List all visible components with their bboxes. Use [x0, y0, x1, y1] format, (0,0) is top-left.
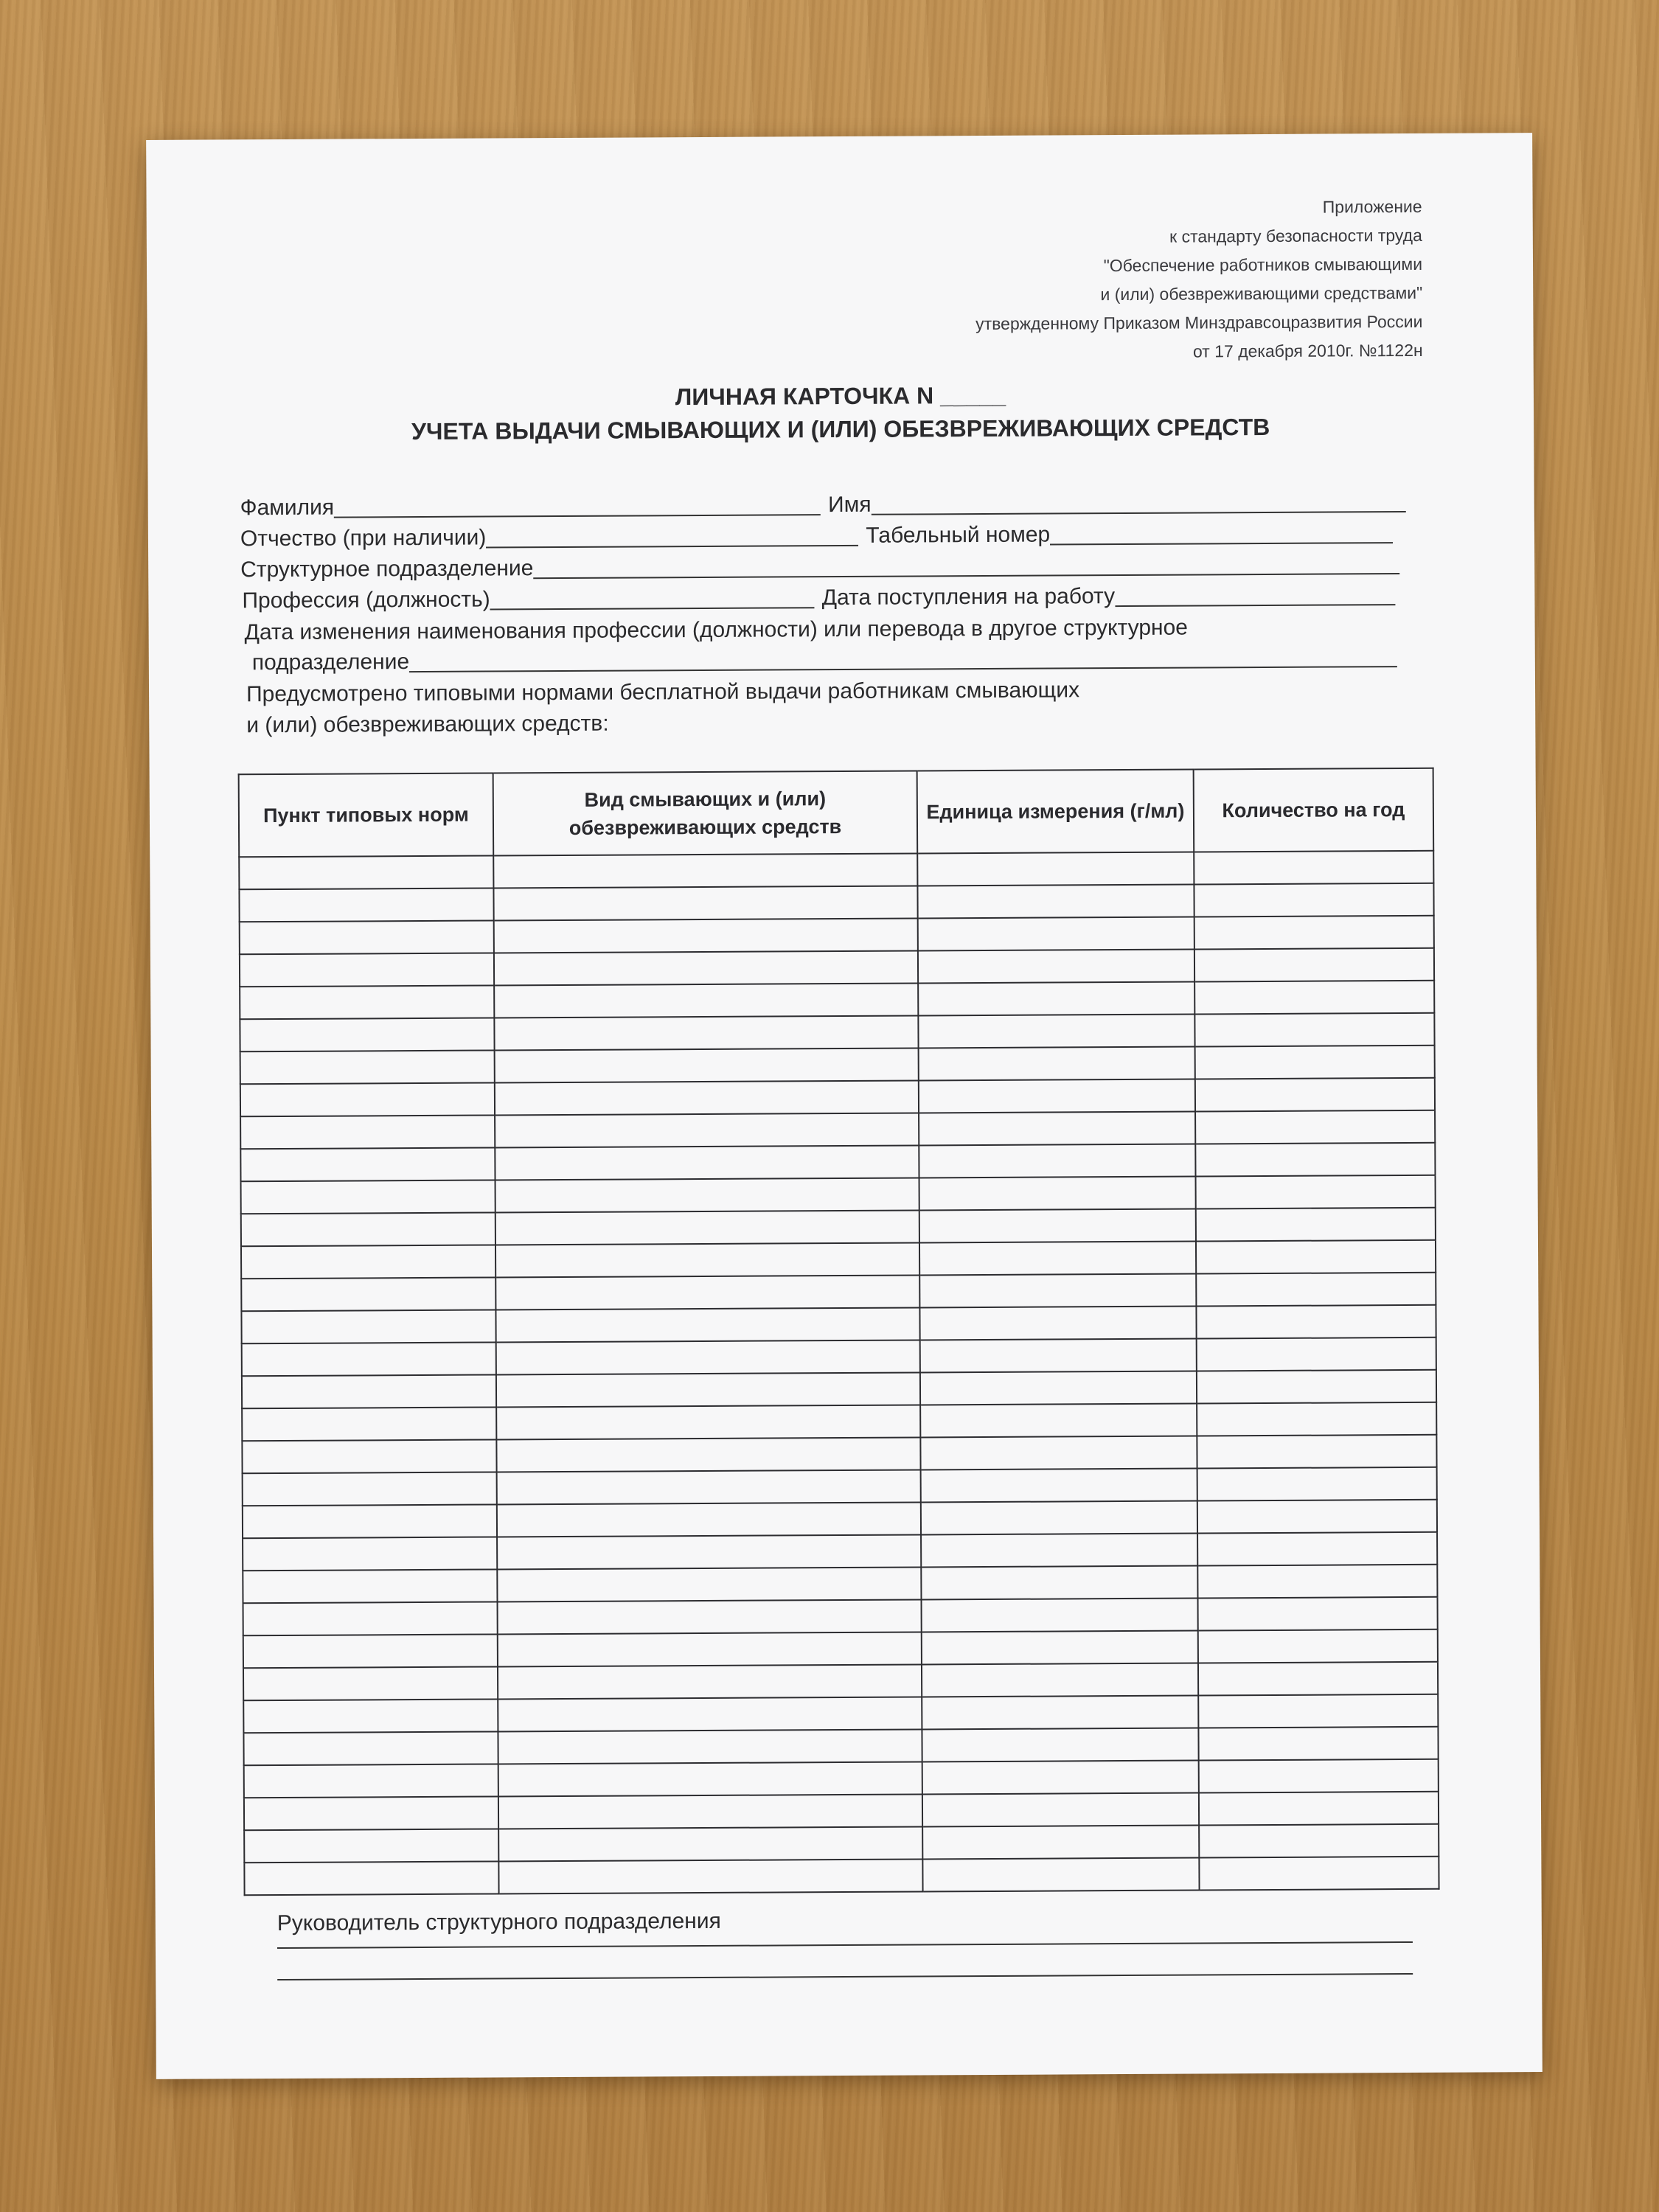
issuance-table: [238, 768, 1440, 1896]
table-cell[interactable]: [1198, 1727, 1438, 1761]
table-cell[interactable]: [243, 1569, 497, 1603]
table-cell[interactable]: [239, 888, 493, 922]
change-department-row: [252, 642, 1397, 678]
table-cell[interactable]: [918, 950, 1194, 984]
table-cell[interactable]: [496, 1372, 920, 1407]
header-note-line: к стандарту безопасности труда: [1169, 225, 1422, 246]
table-cell[interactable]: [1199, 1824, 1439, 1858]
table-cell[interactable]: [1199, 1792, 1439, 1826]
table-cell[interactable]: [919, 1177, 1196, 1211]
table-cell[interactable]: [920, 1371, 1197, 1405]
table-cell[interactable]: [1198, 1630, 1438, 1663]
table-cell[interactable]: [922, 1792, 1199, 1826]
table-cell[interactable]: [244, 1796, 498, 1830]
table-cell[interactable]: [497, 1502, 921, 1537]
signature-line-1[interactable]: [277, 1941, 1413, 1949]
table-cell[interactable]: [922, 1598, 1198, 1632]
norms-text-line2: и (или) обезвреживающих средств:: [246, 711, 609, 738]
table-cell[interactable]: [495, 1178, 919, 1212]
table-cell[interactable]: [244, 1829, 498, 1863]
hire-date-field[interactable]: [1115, 582, 1395, 607]
table-cell[interactable]: [1199, 1857, 1439, 1891]
table-cell[interactable]: [494, 918, 918, 953]
table-cell[interactable]: [917, 852, 1194, 886]
table-cell[interactable]: [240, 1050, 495, 1084]
hire-date-label: Дата поступления на работу: [821, 584, 1116, 611]
table-cell[interactable]: [920, 1436, 1197, 1470]
profession-field[interactable]: [490, 585, 815, 610]
table-cell[interactable]: [1196, 1175, 1436, 1209]
surname-field[interactable]: [334, 492, 821, 518]
table-cell[interactable]: [498, 1632, 922, 1666]
table-cell[interactable]: [243, 1666, 498, 1700]
table-row: [244, 1857, 1439, 1895]
table-cell[interactable]: [240, 920, 494, 954]
table-cell[interactable]: [1196, 1208, 1436, 1242]
table-cell[interactable]: [494, 1015, 918, 1050]
table-cell[interactable]: [498, 1599, 922, 1634]
table-cell[interactable]: [922, 1695, 1198, 1729]
table-cell[interactable]: [1197, 1467, 1437, 1501]
table-cell[interactable]: [922, 1857, 1199, 1891]
table-cell[interactable]: [498, 1794, 922, 1829]
form-title: [147, 376, 1534, 450]
profession-row: [242, 580, 1395, 616]
table-cell[interactable]: [922, 1760, 1199, 1794]
col-header-annual-quantity: Количество на год: [1194, 768, 1434, 852]
table-cell[interactable]: [498, 1729, 922, 1764]
table-cell[interactable]: [243, 1504, 497, 1538]
table-cell[interactable]: [243, 1537, 497, 1571]
table-cell[interactable]: [243, 1472, 497, 1506]
table-cell[interactable]: [241, 1212, 495, 1246]
table-cell[interactable]: [240, 953, 494, 987]
table-cell[interactable]: [921, 1533, 1197, 1567]
table-cell[interactable]: [495, 1307, 919, 1342]
department-row: [240, 549, 1399, 585]
header-note-line: от 17 декабря 2010г. №1122н: [1192, 340, 1423, 361]
name-field[interactable]: [871, 489, 1405, 515]
table-cell[interactable]: [1197, 1402, 1436, 1436]
table-cell[interactable]: [1194, 1013, 1434, 1047]
table-cell[interactable]: [920, 1339, 1197, 1373]
department-field[interactable]: [533, 551, 1399, 579]
table-cell[interactable]: [1196, 1240, 1436, 1274]
table-cell[interactable]: [239, 855, 493, 889]
table-cell[interactable]: [1197, 1338, 1436, 1371]
table-cell[interactable]: [242, 1342, 496, 1376]
table-cell[interactable]: [919, 1242, 1196, 1276]
header-note-line: и (или) обезвреживающими средствами": [1100, 282, 1423, 305]
table-cell[interactable]: [1196, 1305, 1436, 1339]
personnel-number-field[interactable]: [1050, 520, 1393, 545]
table-cell[interactable]: [243, 1699, 498, 1733]
table-cell[interactable]: [1196, 1273, 1436, 1307]
change-department-label: подразделение: [251, 650, 410, 675]
table-cell[interactable]: [495, 1080, 919, 1115]
header-note-line: Приложение: [1322, 196, 1422, 217]
table-cell[interactable]: [919, 1047, 1195, 1081]
table-cell[interactable]: [1198, 1597, 1438, 1631]
table-cell[interactable]: [494, 950, 918, 985]
table-cell[interactable]: [921, 1565, 1197, 1599]
table-cell[interactable]: [240, 1147, 495, 1181]
table-cell[interactable]: [1194, 851, 1433, 885]
table-cell[interactable]: [1194, 883, 1433, 917]
table-cell[interactable]: [1197, 1565, 1437, 1599]
header-note-line: "Обеспечение работников смывающими: [1103, 254, 1423, 276]
table-cell[interactable]: [1197, 1532, 1437, 1566]
form-title-line1: ЛИЧНАЯ КАРТОЧКА N _____: [675, 381, 1006, 411]
table-cell[interactable]: [243, 1731, 498, 1765]
table-cell[interactable]: [1197, 1370, 1436, 1404]
change-date-label: Дата изменения наименования профессии (должности) или перевода в другое структурное: [244, 615, 1189, 645]
table-cell[interactable]: [1198, 1694, 1438, 1728]
table-cell[interactable]: [497, 1567, 921, 1601]
table-cell[interactable]: [493, 886, 917, 920]
table-cell[interactable]: [919, 1144, 1195, 1178]
signature-label: Руководитель структурного подразделения: [276, 1908, 721, 1936]
table-cell[interactable]: [1195, 1143, 1435, 1177]
table-cell[interactable]: [498, 1761, 922, 1796]
table-cell[interactable]: [244, 1861, 498, 1895]
name-label: Имя: [828, 492, 872, 518]
table-cell[interactable]: [495, 1275, 919, 1310]
department-label: Структурное подразделение: [240, 556, 534, 582]
table-cell[interactable]: [495, 1145, 919, 1180]
col-header-unit: Единица измерения (г/мл): [917, 770, 1194, 854]
table-cell[interactable]: [242, 1374, 496, 1408]
table-cell[interactable]: [497, 1470, 921, 1504]
table-cell[interactable]: [920, 1404, 1197, 1438]
patronymic-row: [240, 518, 1393, 554]
table-cell[interactable]: [240, 1018, 494, 1051]
table-cell[interactable]: [240, 1082, 495, 1116]
table-cell[interactable]: [240, 1115, 495, 1149]
profession-label: Профессия (должность): [242, 587, 490, 613]
table-cell[interactable]: [1194, 948, 1434, 982]
table-cell[interactable]: [495, 1242, 919, 1277]
table-cell[interactable]: [240, 985, 494, 1019]
table-cell[interactable]: [496, 1340, 920, 1374]
table-cell[interactable]: [1195, 1110, 1435, 1144]
table-cell[interactable]: [243, 1601, 498, 1635]
table-cell[interactable]: [922, 1630, 1198, 1664]
surname-label: Фамилия: [240, 495, 335, 521]
table-header-row: [239, 768, 1434, 857]
table-cell[interactable]: [1194, 916, 1434, 950]
table-cell[interactable]: [498, 1859, 922, 1893]
table-cell[interactable]: [1195, 1078, 1435, 1112]
table-cell[interactable]: [243, 1634, 498, 1668]
table-cell[interactable]: [244, 1764, 498, 1798]
table-cell[interactable]: [919, 1274, 1196, 1308]
table-cell[interactable]: [498, 1826, 922, 1861]
table-cell[interactable]: [919, 1112, 1195, 1146]
table-cell[interactable]: [918, 917, 1194, 951]
table-cell[interactable]: [495, 1048, 919, 1082]
table-cell[interactable]: [494, 983, 918, 1018]
table-cell[interactable]: [919, 1307, 1196, 1340]
table-cell[interactable]: [496, 1437, 920, 1472]
header-note-line: утвержденному Приказом Минздравсоцразвития России: [975, 311, 1423, 334]
form-sheet: [146, 133, 1543, 2079]
table-cell[interactable]: [1197, 1435, 1436, 1469]
table-cell[interactable]: [496, 1405, 920, 1439]
signature-line-2[interactable]: [277, 1973, 1413, 1980]
form-title-line2: УЧЕТА ВЫДАЧИ СМЫВАЮЩИХ И (ИЛИ) ОБЕЗВРЕЖИВАЮЩИХ СРЕДСТВ: [411, 413, 1270, 445]
surname-row: [240, 487, 1406, 523]
table-cell[interactable]: [498, 1664, 922, 1699]
table-cell[interactable]: [922, 1663, 1198, 1697]
patronymic-label: Отчество (при наличии): [240, 525, 487, 552]
table-cell[interactable]: [1198, 1662, 1438, 1696]
patronymic-field[interactable]: [486, 523, 858, 549]
col-header-norm-item: Пункт типовых норм: [239, 773, 494, 857]
table-cell[interactable]: [1197, 1500, 1437, 1534]
table-cell[interactable]: [497, 1534, 921, 1569]
table-cell[interactable]: [1199, 1759, 1439, 1793]
header-note: [759, 192, 1423, 369]
table-cell[interactable]: [498, 1697, 922, 1731]
change-department-field[interactable]: [409, 644, 1397, 672]
table-cell[interactable]: [242, 1407, 496, 1441]
table-cell[interactable]: [495, 1210, 919, 1245]
col-header-product-type: Вид смывающих и (или) обезвреживающих средств: [493, 771, 918, 855]
table-cell[interactable]: [919, 1209, 1196, 1243]
table-cell[interactable]: [921, 1469, 1197, 1503]
table-cell[interactable]: [1195, 1046, 1435, 1079]
table-cell[interactable]: [493, 853, 917, 888]
table-cell[interactable]: [918, 1015, 1194, 1048]
table-cell[interactable]: [241, 1277, 495, 1311]
table-body: [239, 851, 1439, 1895]
norms-text-line1: Предусмотрено типовыми нормами бесплатной выдачи работникам смывающих: [246, 678, 1080, 707]
table-cell[interactable]: [917, 885, 1194, 919]
table-cell[interactable]: [241, 1310, 495, 1343]
table-cell[interactable]: [1194, 981, 1434, 1015]
table-cell[interactable]: [241, 1245, 495, 1279]
table-cell[interactable]: [242, 1439, 496, 1473]
table-cell[interactable]: [922, 1728, 1198, 1761]
table-cell[interactable]: [921, 1501, 1197, 1535]
table-cell[interactable]: [495, 1113, 919, 1147]
table-cell[interactable]: [918, 982, 1194, 1016]
table-cell[interactable]: [922, 1825, 1199, 1859]
table-cell[interactable]: [241, 1180, 495, 1214]
table-cell[interactable]: [919, 1079, 1195, 1113]
personnel-number-label: Табельный номер: [866, 522, 1051, 548]
